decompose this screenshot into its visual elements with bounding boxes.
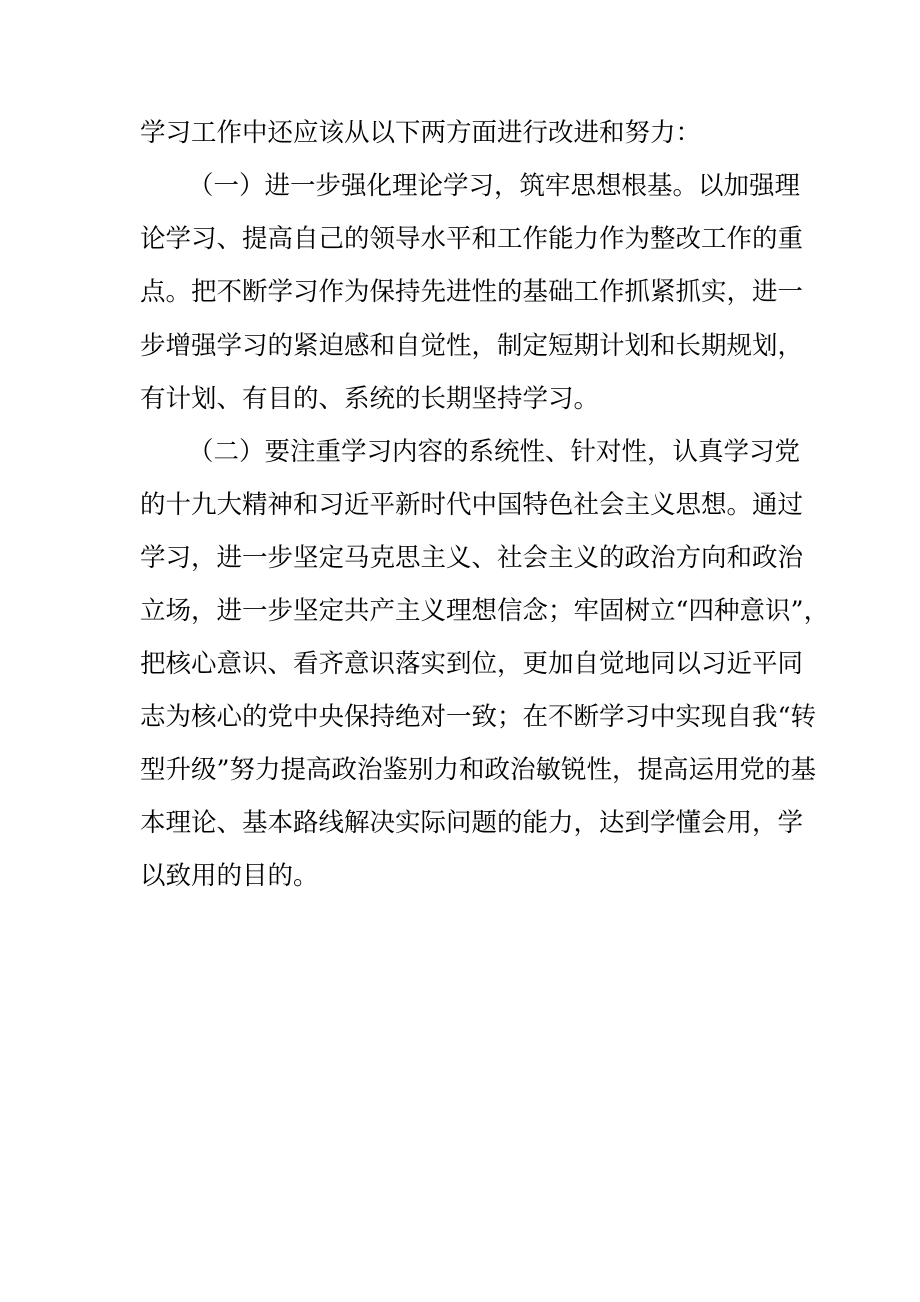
paragraph-line: 志为核心的党中央保持绝对一致；在不断学习中实现自我“转 [140, 702, 817, 732]
paragraph-line: （二）要注重学习内容的系统性、针对性，认真学习党 [188, 437, 801, 467]
paragraph-line: 学习，进一步坚定马克思主义、社会主义的政治方向和政治 [140, 543, 804, 573]
paragraph-line: 本理论、基本路线解决实际问题的能力，达到学懂会用，学 [140, 808, 804, 838]
paragraph-line: 型升级”努力提高政治鉴别力和政治敏锐性，提高运用党的基 [140, 755, 817, 785]
paragraph-line: 把核心意识、看齐意识落实到位，更加自觉地同以习近平同 [140, 649, 804, 679]
paragraph-line: 点。把不断学习作为保持先进性的基础工作抓紧抓实，进一 [140, 277, 804, 307]
paragraph-line: （一）进一步强化理论学习，筑牢思想根基。以加强理 [188, 171, 801, 201]
paragraph-line: 论学习、提高自己的领导水平和工作能力作为整改工作的重 [140, 224, 804, 254]
paragraph-line: 的十九大精神和习近平新时代中国特色社会主义思想。通过 [140, 490, 804, 520]
paragraph-line: 以致用的目的。 [140, 861, 319, 891]
paragraph-line: 立场，进一步坚定共产主义理想信念；牢固树立“四种意识”， [140, 596, 830, 626]
paragraph-line: 学习工作中还应该从以下两方面进行改进和努力： [140, 118, 702, 148]
paragraph-line: 有计划、有目的、系统的长期坚持学习。 [140, 384, 600, 414]
paragraph-line: 步增强学习的紧迫感和自觉性，制定短期计划和长期规划， [140, 331, 804, 361]
